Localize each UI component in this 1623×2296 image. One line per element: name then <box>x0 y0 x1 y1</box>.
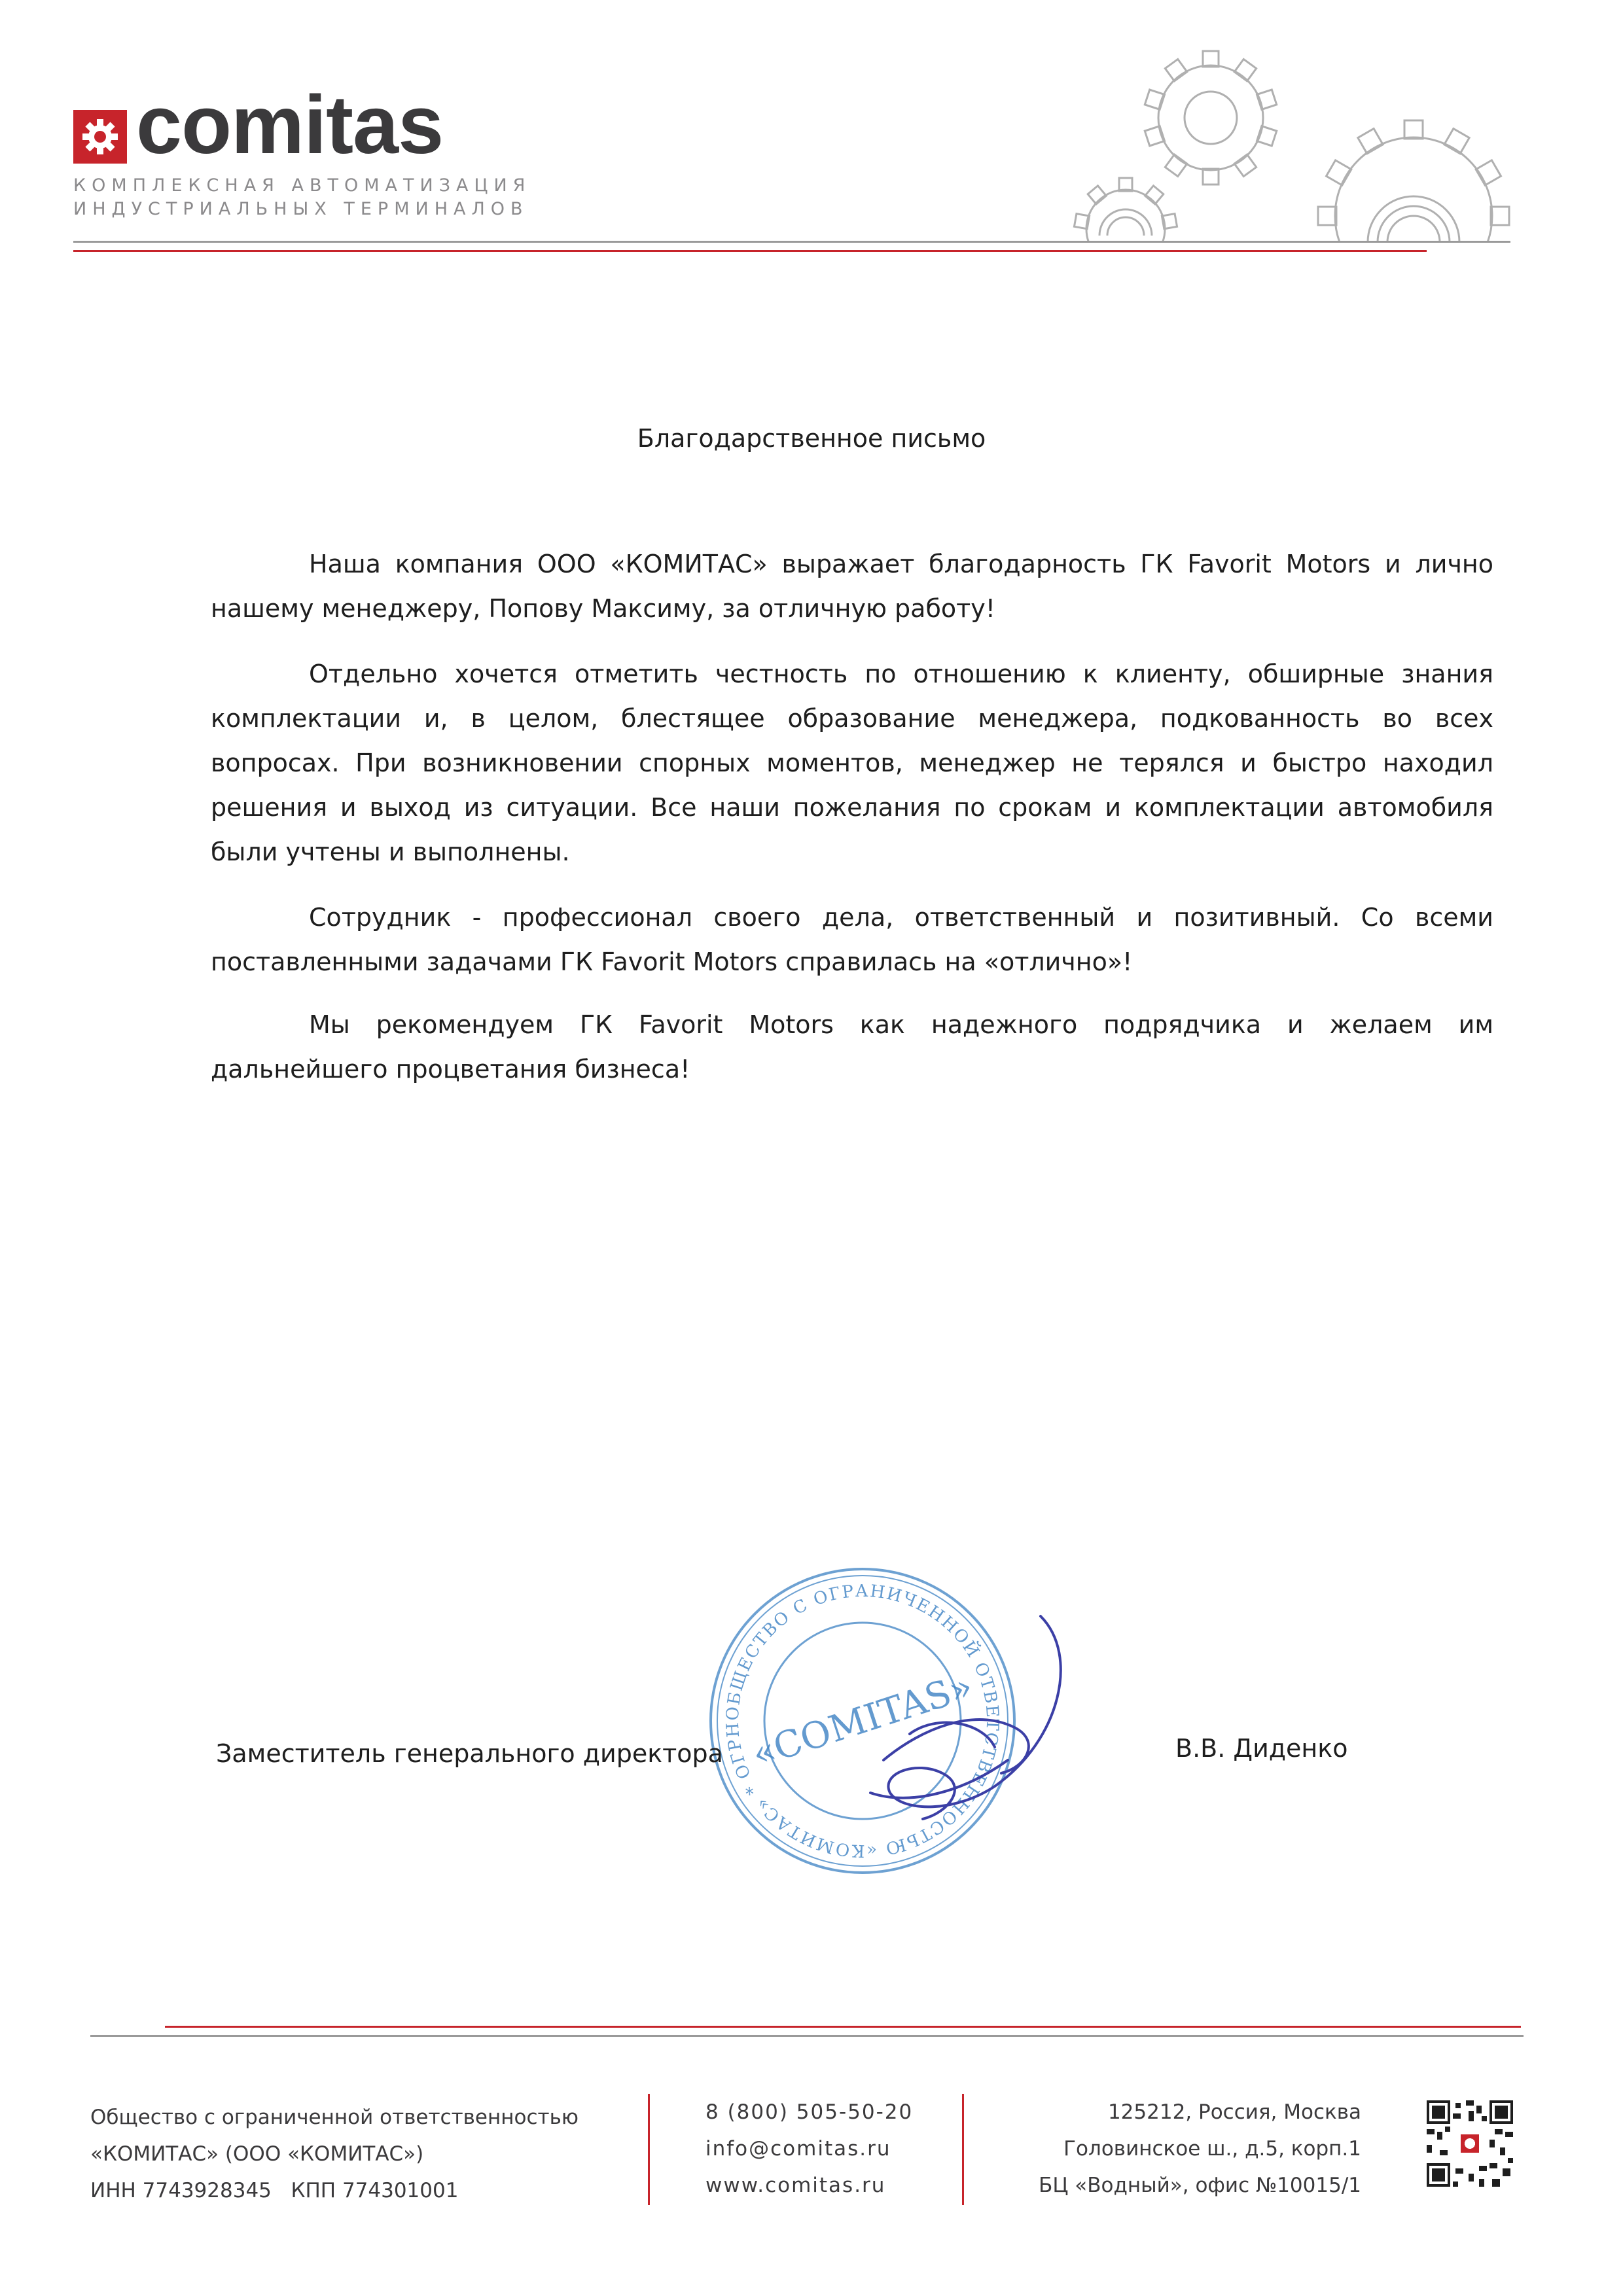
footer-address-line2: Головинское ш., д.5, корп.1 <box>1063 2137 1361 2161</box>
footer-divider-grey <box>90 2035 1524 2037</box>
footer-company-tax-ids: ИНН 7743928345 КПП 774301001 <box>90 2179 459 2202</box>
footer-divider-red <box>165 2026 1521 2028</box>
logo-tagline-line2: ИНДУСТРИАЛЬНЫХ ТЕРМИНАЛОВ <box>73 199 529 219</box>
logo-tagline-line1: КОМПЛЕКСНАЯ АВТОМАТИЗАЦИЯ <box>73 175 531 196</box>
footer-company-details <box>90 2099 579 2209</box>
signatory-position: Заместитель генерального директора <box>216 1739 723 1768</box>
footer-website: www.comitas.ru <box>705 2174 886 2197</box>
footer-separator <box>648 2094 650 2205</box>
logo-wordmark: comitas <box>136 79 444 171</box>
letter-title: Благодарственное письмо <box>637 424 986 453</box>
handwritten-signature <box>844 1597 1093 1845</box>
footer-company-name: Общество с ограниченной ответственностью <box>90 2106 579 2129</box>
footer-company-short-name: «КОМИТАС» (ООО «КОМИТАС») <box>90 2142 424 2166</box>
letter-paragraph-1: Наша компания ООО «КОМИТАС» выражает благодарность ГК Favorit Motors и лично нашему менеджеру, Попову Максиму, за отличную работу! <box>211 550 1493 623</box>
footer-address <box>916 2094 1361 2204</box>
footer-contacts <box>705 2094 913 2204</box>
letter-paragraph-3: Сотрудник - профессионал своего дела, ответственный и позитивный. Со всеми поставленными задачами ГК Favorit Motors справилась на «отлично»! <box>211 903 1493 976</box>
header-divider-grey <box>73 241 1510 243</box>
footer-phone: 8 (800) 505-50-20 <box>705 2100 914 2124</box>
letter-paragraph-4: Мы рекомендуем ГК Favorit Motors как надежного подрядчика и желаем им дальнейшего процветания бизнеса! <box>211 1010 1493 1084</box>
footer-address-line3: БЦ «Водный», офис №10015/1 <box>1039 2174 1361 2197</box>
signatory-name: В.В. Диденко <box>1175 1734 1348 1763</box>
footer-address-line1: 125212, Россия, Москва <box>1107 2100 1361 2124</box>
qr-code-icon <box>1427 2100 1513 2187</box>
letter-paragraph-2: Отдельно хочется отметить честность по отношению к клиенту, обширные знания комплектации и, в целом, блестящее образование менеджера, подкованность во всех вопросах. При возникновении спорных моментов, менеджер не терялся и быстро находил решения и выход из ситуации. Все наши пожелания по срокам и комплектации автомобиля были учтены и выполнены. <box>211 660 1493 866</box>
stamp-ring-text: ОБЩЕСТВО С ОГРАНИЧЕННОЙ ОТВЕТСТВЕННОСТЬЮ «КОМИТАС» * ОГРН <box>722 1581 1003 1861</box>
logo-gear-icon <box>73 110 127 164</box>
footer-email: info@comitas.ru <box>705 2137 891 2161</box>
gears-outline-icon <box>1060 39 1512 242</box>
header-divider-red <box>73 250 1427 252</box>
stamp-center-text: «COMITAS» <box>747 1665 978 1776</box>
